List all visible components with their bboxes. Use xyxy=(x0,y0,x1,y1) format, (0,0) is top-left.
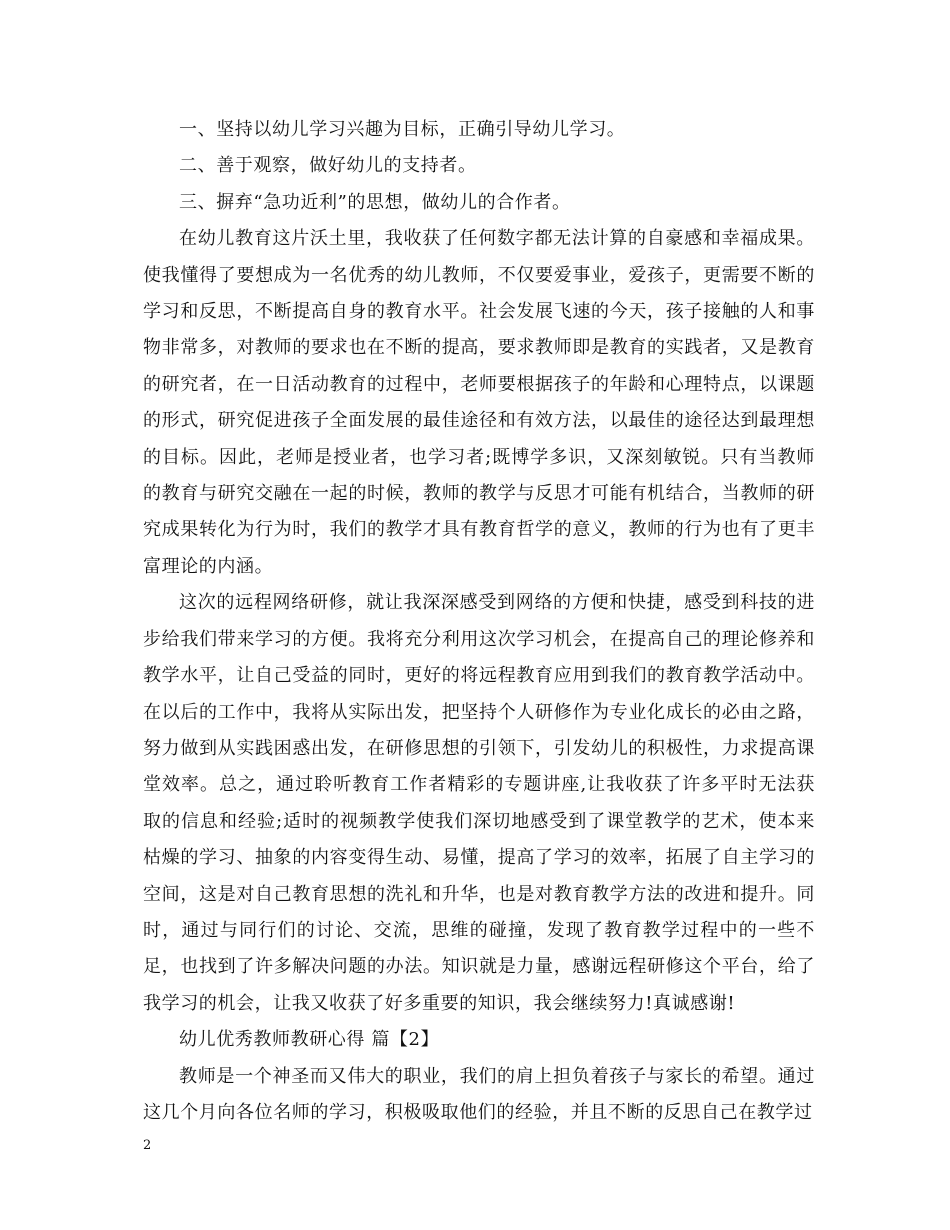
list-item-cooperate: 三、摒弃“急功近利”的思想，做幼儿的合作者。 xyxy=(179,191,571,213)
list-item-interest-goal: 一、坚持以幼儿学习兴趣为目标，正确引导幼儿学习。 xyxy=(179,119,626,140)
document-body xyxy=(143,112,815,1131)
section-heading: 幼儿优秀教师教研心得 篇【2】 xyxy=(179,1029,440,1051)
list-item-observe-support: 二、善于观察，做好幼儿的支持者。 xyxy=(179,155,477,177)
page-number: 2 xyxy=(143,1138,152,1153)
body-paragraph-teacher-profession: 教师是一个神圣而又伟大的职业，我们的肩上担负着孩子与家长的希望。通过这几个月向各位名师的学习，积极吸取他们的经验，并且不断的反思自己在教学过 xyxy=(143,1065,815,1123)
body-paragraph-reflection: 在幼儿教育这片沃土里，我收获了任何数字都无法计算的自豪感和幸福成果。使我懂得了要想成为一名优秀的幼儿教师，不仅要爱事业，爱孩子，更需要不断的学习和反思，不断提高自身的教育水平。社会发展飞速的今天，孩子接触的人和事物非常多，对教师的要求也在不断的提高，要求教师即是教育的实践者，又是教育的研究者，在一日活动教育的过程中，老师要根据孩子的年龄和心理特点，以课题的形式，研究促进孩子全面发展的最佳途径和有效方法，以最佳的途径达到最理想的目标。因此，老师是授业者，也学习者;既博学多识，又深刻敏锐。只有当教师的教育与研究交融在一起的时候，教师的教学与反思才可能有机结合，当教师的研究成果转化为行为时，我们的教学才具有教育哲学的意义，教师的行为也有了更丰富理论的内涵。 xyxy=(143,228,815,577)
body-paragraph-remote-training: 这次的远程网络研修，就让我深深感受到网络的方便和快捷，感受到科技的进步给我们带来学习的方便。我将充分利用这次学习机会，在提高自己的理论修养和教学水平，让自己受益的同时，更好的将远程教育应用到我们的教育教学活动中。在以后的工作中，我将从实际出发，把坚持个人研修作为专业化成长的必由之路，努力做到从实践困惑出发，在研修思想的引领下，引发幼儿的积极性，力求提高课堂效率。总之，通过聆听教育工作者精彩的专题讲座,让我收获了许多平时无法获取的信息和经验;适时的视频教学使我们深切地感受到了课堂教学的艺术，使本来枯燥的学习、抽象的内容变得生动、易懂，提高了学习的效率，拓展了自主学习的空间，这是对自己教育思想的洗礼和升华，也是对教育教学方法的改进和提升。同时，通过与同行们的讨论、交流，思维的碰撞，发现了教育教学过程中的一些不足，也找到了许多解决问题的办法。知识就是力量，感谢远程研修这个平台，给了我学习的机会，让我又收获了好多重要的知识，我会继续努力!真诚感谢! xyxy=(143,592,815,1014)
